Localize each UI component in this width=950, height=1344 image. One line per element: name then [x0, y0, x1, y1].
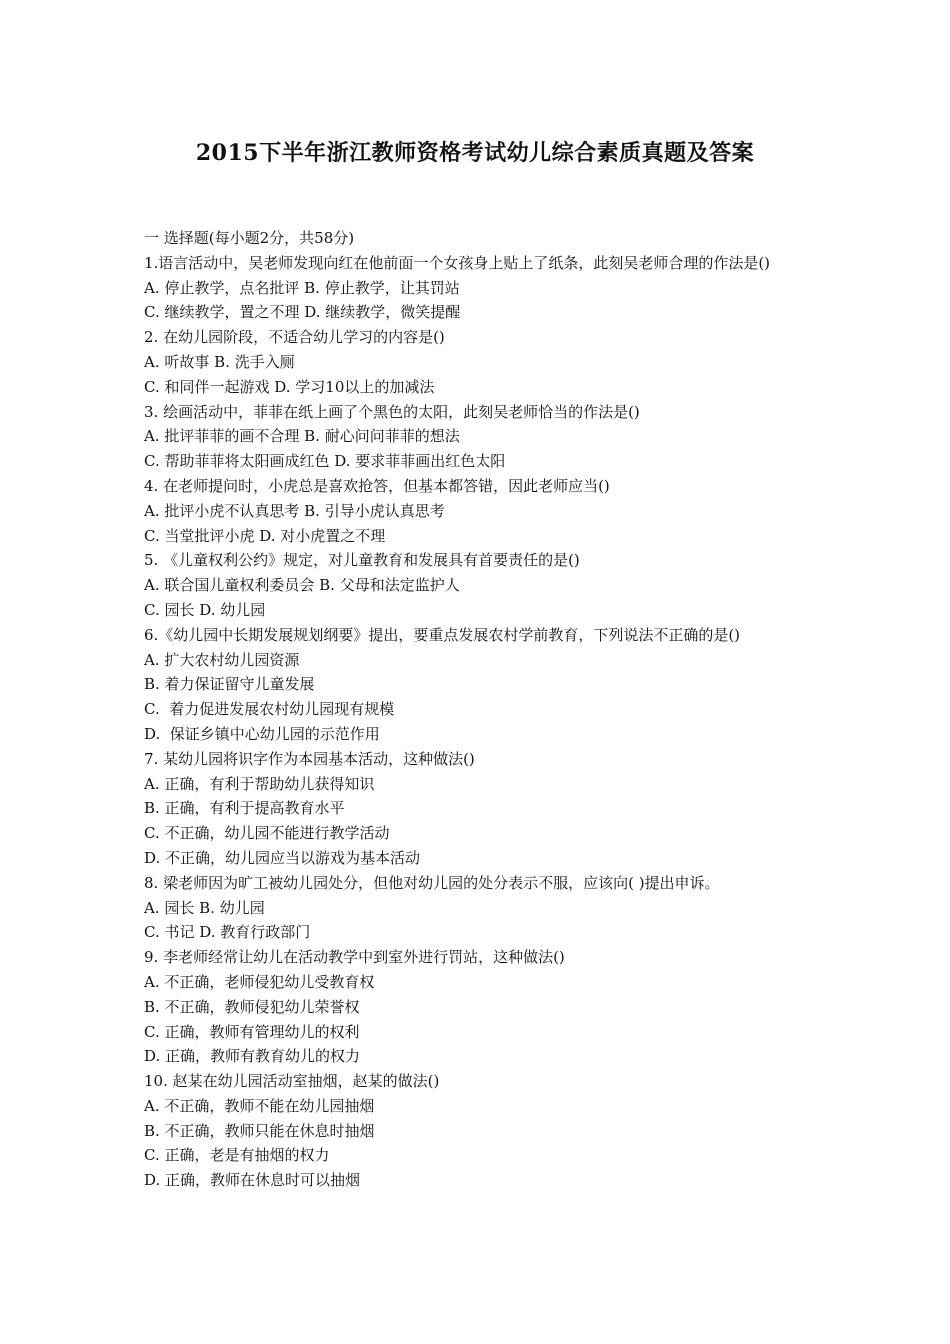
question-stem-7: 7. 某幼儿园将识字作为本园基本活动，这种做法(): [144, 749, 475, 768]
question-6-option-a: A. 扩大农村幼儿园资源: [144, 650, 300, 669]
question-stem-6: 6.《幼儿园中长期发展规划纲要》提出，要重点发展农村学前教育，下列说法不正确的是(): [144, 625, 741, 644]
question-9-option-c: C. 正确，教师有管理幼儿的权利: [144, 1022, 360, 1041]
question-5-options-row-1: A. 联合国儿童权利委员会 B. 父母和法定监护人: [144, 576, 460, 595]
question-3-options-row-2: C. 帮助菲菲将太阳画成红色 D. 要求菲菲画出红色太阳: [144, 452, 506, 471]
question-7-option-b: B. 正确，有利于提高教育水平: [144, 799, 345, 818]
question-4-options-row-1: A. 批评小虎不认真思考 B. 引导小虎认真思考: [144, 501, 445, 520]
question-4-options-row-2: C. 当堂批评小虎 D. 对小虎置之不理: [144, 526, 386, 545]
question-stem-9: 9. 李老师经常让幼儿在活动教学中到室外进行罚站，这种做法(): [144, 948, 565, 967]
question-9-option-b: B. 不正确，教师侵犯幼儿荣誉权: [144, 997, 360, 1016]
question-stem-3: 3. 绘画活动中，菲菲在纸上画了个黑色的太阳，此刻吴老师恰当的作法是(): [144, 402, 640, 421]
question-10-option-a: A. 不正确，教师不能在幼儿园抽烟: [144, 1096, 375, 1115]
document-title: 2015下半年浙江教师资格考试幼儿综合素质真题及答案: [195, 140, 755, 166]
question-8-options-row-1: A. 园长 B. 幼儿园: [144, 898, 265, 917]
question-6-option-b: B. 着力保证留守儿童发展: [144, 675, 315, 694]
question-9-option-d: D. 正确，教师有教育幼儿的权力: [144, 1047, 361, 1066]
question-5-options-row-2: C. 园长 D. 幼儿园: [144, 600, 266, 619]
question-1-options-row-2: C. 继续教学，置之不理 D. 继续教学，微笑提醒: [144, 303, 461, 322]
document-body: [144, 226, 814, 1193]
question-6-option-d: D. 保证乡镇中心幼儿园的示范作用: [144, 724, 380, 743]
question-stem-10: 10. 赵某在幼儿园活动室抽烟，赵某的做法(): [144, 1072, 440, 1091]
question-stem-1: 1.语言活动中，吴老师发现向红在他前面一个女孩身上贴上了纸条，此刻吴老师合理的作法是(): [144, 253, 771, 272]
question-stem-2: 2. 在幼儿园阶段，不适合幼儿学习的内容是(): [144, 328, 445, 347]
question-7-option-a: A. 正确，有利于帮助幼儿获得知识: [144, 774, 375, 793]
question-stem-8: 8. 梁老师因为旷工被幼儿园处分，但他对幼儿园的处分表示不服，应该向( )提出申诉。: [144, 873, 720, 892]
question-10-option-c: C. 正确，老是有抽烟的权力: [144, 1146, 330, 1165]
question-10-option-d: D. 正确，教师在休息时可以抽烟: [144, 1171, 361, 1190]
question-stem-5: 5. 《儿童权利公约》规定，对儿童教育和发展具有首要责任的是(): [144, 551, 580, 570]
question-2-options-row-2: C. 和同伴一起游戏 D. 学习10以上的加减法: [144, 377, 435, 396]
section-header: 一 选择题(每小题2分，共58分): [144, 229, 355, 247]
question-1-options-row-1: A. 停止教学，点名批评 B. 停止教学，让其罚站: [144, 278, 460, 297]
question-8-options-row-2: C. 书记 D. 教育行政部门: [144, 923, 311, 942]
question-stem-4: 4. 在老师提问时，小虎总是喜欢抢答，但基本都答错，因此老师应当(): [144, 476, 610, 495]
question-7-option-d: D. 不正确，幼儿园应当以游戏为基本活动: [144, 848, 421, 867]
question-9-option-a: A. 不正确，老师侵犯幼儿受教育权: [144, 972, 375, 991]
question-10-option-b: B. 不正确，教师只能在休息时抽烟: [144, 1121, 375, 1140]
question-6-option-c: C. 着力促进发展农村幼儿园现有规模: [144, 700, 395, 719]
question-2-options-row-1: A. 听故事 B. 洗手入厕: [144, 352, 295, 371]
question-3-options-row-1: A. 批评菲菲的画不合理 B. 耐心问问菲菲的想法: [144, 427, 460, 446]
question-7-option-c: C. 不正确，幼儿园不能进行教学活动: [144, 824, 390, 843]
